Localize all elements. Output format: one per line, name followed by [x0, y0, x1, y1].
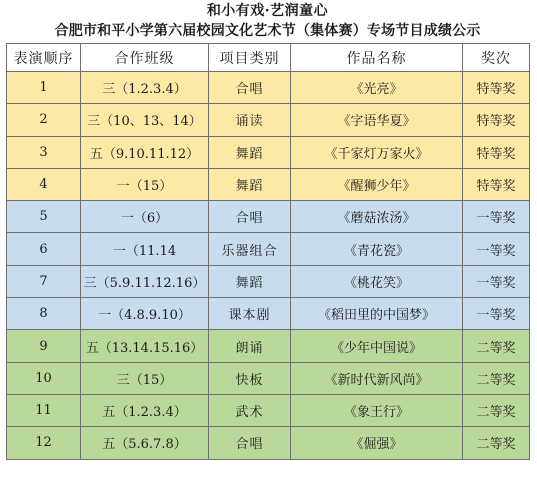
cell-order: 2	[7, 104, 81, 136]
cell-work: 《醒狮少年》	[291, 168, 463, 200]
cell-order: 12	[7, 427, 81, 459]
cell-classes: 一（6）	[81, 201, 209, 233]
cell-classes: 三（10、13、14）	[81, 104, 209, 136]
table-row	[7, 362, 530, 394]
cell-work: 《桃花笑》	[291, 265, 463, 297]
cell-classes: 一（4.8.9.10）	[81, 298, 209, 330]
header-award: 奖次	[463, 44, 530, 72]
table-row	[7, 298, 530, 330]
cell-category: 舞蹈	[209, 168, 291, 200]
cell-order: 10	[7, 362, 81, 394]
cell-category: 合唱	[209, 72, 291, 104]
cell-order: 4	[7, 168, 81, 200]
cell-category: 舞蹈	[209, 136, 291, 168]
cell-order: 5	[7, 201, 81, 233]
header-work: 作品名称	[291, 44, 463, 72]
cell-classes: 一（15）	[81, 168, 209, 200]
header-category: 项目类别	[209, 44, 291, 72]
cell-order: 1	[7, 72, 81, 104]
cell-award: 特等奖	[463, 72, 530, 104]
table-row	[7, 394, 530, 426]
cell-work: 《倔强》	[291, 427, 463, 459]
cell-category: 快板	[209, 362, 291, 394]
document-subtitle: 合肥市和平小学第六届校园文化艺术节（集体赛）专场节目成绩公示	[54, 23, 481, 39]
table-row	[7, 265, 530, 297]
cell-category: 舞蹈	[209, 265, 291, 297]
cell-classes: 三（1.2.3.4）	[81, 72, 209, 104]
table-row	[7, 168, 530, 200]
cell-work: 《新时代新风尚》	[291, 362, 463, 394]
table-row	[7, 72, 530, 104]
cell-award: 二等奖	[463, 330, 530, 362]
cell-classes: 五（5.6.7.8）	[81, 427, 209, 459]
document-title: 和小有戏·艺润童心	[206, 3, 329, 19]
cell-award: 二等奖	[463, 394, 530, 426]
cell-award: 二等奖	[463, 362, 530, 394]
table-row	[7, 136, 530, 168]
cell-award: 二等奖	[463, 427, 530, 459]
cell-award: 一等奖	[463, 298, 530, 330]
header-order: 表演顺序	[7, 44, 81, 72]
table-row	[7, 330, 530, 362]
cell-order: 8	[7, 298, 81, 330]
cell-award: 一等奖	[463, 265, 530, 297]
cell-work: 《蘑菇浓汤》	[291, 201, 463, 233]
cell-category: 朗诵	[209, 330, 291, 362]
cell-order: 9	[7, 330, 81, 362]
cell-classes: 五（1.2.3.4）	[81, 394, 209, 426]
cell-work: 《稻田里的中国梦》	[291, 298, 463, 330]
cell-award: 一等奖	[463, 233, 530, 265]
cell-classes: 一（11.14	[81, 233, 209, 265]
cell-category: 合唱	[209, 427, 291, 459]
table-body	[7, 72, 530, 460]
cell-work: 《千家灯万家火》	[291, 136, 463, 168]
cell-award: 特等奖	[463, 136, 530, 168]
cell-classes: 三（15）	[81, 362, 209, 394]
cell-order: 3	[7, 136, 81, 168]
cell-classes: 五（13.14.15.16）	[81, 330, 209, 362]
cell-category: 课本剧	[209, 298, 291, 330]
table-header-row	[7, 44, 530, 72]
cell-order: 7	[7, 265, 81, 297]
cell-work: 《光亮》	[291, 72, 463, 104]
table-row	[7, 201, 530, 233]
cell-classes: 三（5.9.11.12.16）	[81, 265, 209, 297]
cell-work: 《象王行》	[291, 394, 463, 426]
table-row	[7, 427, 530, 459]
cell-category: 武术	[209, 394, 291, 426]
cell-award: 特等奖	[463, 168, 530, 200]
cell-category: 诵读	[209, 104, 291, 136]
results-table	[6, 43, 530, 460]
cell-classes: 五（9.10.11.12）	[81, 136, 209, 168]
cell-order: 11	[7, 394, 81, 426]
header-classes: 合作班级	[81, 44, 209, 72]
cell-award: 一等奖	[463, 201, 530, 233]
cell-category: 乐器组合	[209, 233, 291, 265]
cell-order: 6	[7, 233, 81, 265]
cell-award: 特等奖	[463, 104, 530, 136]
cell-work: 《字语华夏》	[291, 104, 463, 136]
table-row	[7, 233, 530, 265]
cell-category: 合唱	[209, 201, 291, 233]
table-row	[7, 104, 530, 136]
cell-work: 《青花瓷》	[291, 233, 463, 265]
cell-work: 《少年中国说》	[291, 330, 463, 362]
